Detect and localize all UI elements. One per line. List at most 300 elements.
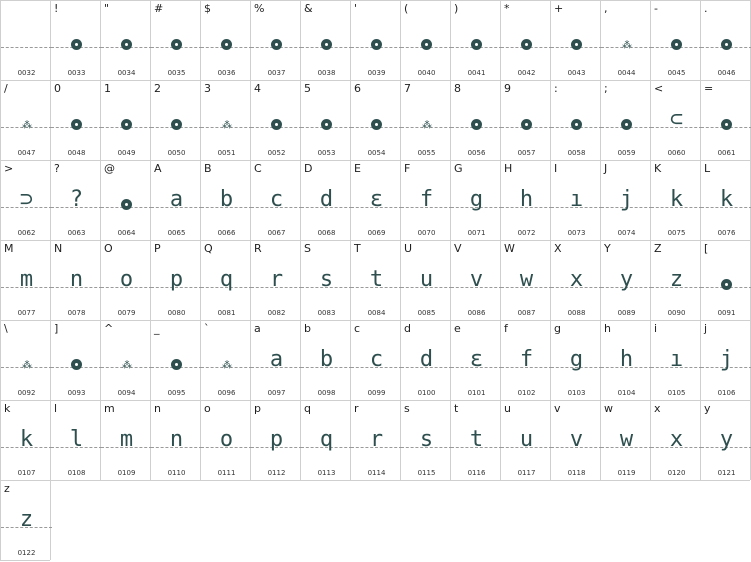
glyph-preview bbox=[251, 185, 302, 215]
glyph-cell-label: u bbox=[504, 402, 511, 415]
glyph-cell-label: n bbox=[154, 402, 161, 415]
glyph-cell bbox=[251, 321, 302, 402]
glyph-preview bbox=[401, 345, 452, 375]
glyph-code: 0041 bbox=[467, 69, 486, 77]
glyph-code: 0115 bbox=[417, 469, 436, 477]
glyph-cell-label: ; bbox=[604, 82, 608, 95]
glyph-preview bbox=[51, 105, 102, 135]
glyph-preview bbox=[451, 105, 502, 135]
glyph-cell-label: m bbox=[104, 402, 115, 415]
missing-glyph-dot-icon bbox=[471, 119, 482, 130]
glyph-character: l bbox=[69, 427, 84, 452]
glyph-preview bbox=[601, 105, 652, 135]
glyph-code: 0058 bbox=[567, 149, 586, 157]
glyph-cell-label: @ bbox=[104, 162, 115, 175]
glyph-cell bbox=[301, 401, 352, 482]
glyph-cell bbox=[301, 161, 352, 242]
glyph-cell-label: j bbox=[704, 322, 708, 335]
glyph-cell bbox=[451, 161, 502, 242]
glyph-preview bbox=[151, 25, 202, 55]
glyph-character: n bbox=[69, 267, 84, 292]
glyph-cell bbox=[201, 81, 252, 162]
glyph-cell bbox=[201, 161, 252, 242]
glyph-cell bbox=[451, 321, 502, 402]
glyph-preview bbox=[551, 25, 602, 55]
glyph-cell bbox=[451, 1, 502, 82]
glyph-code: 0056 bbox=[467, 149, 486, 157]
glyph-preview bbox=[251, 265, 302, 295]
glyph-code: 0068 bbox=[317, 229, 336, 237]
glyph-code: 0102 bbox=[517, 389, 536, 397]
glyph-cell bbox=[701, 1, 751, 82]
glyph-code: 0070 bbox=[417, 229, 436, 237]
glyph-code: 0096 bbox=[217, 389, 236, 397]
missing-glyph-dot-icon bbox=[371, 39, 382, 50]
glyph-cell-label: S bbox=[304, 242, 311, 255]
missing-glyph-dot-icon bbox=[721, 279, 732, 290]
glyph-cell bbox=[1, 401, 52, 482]
glyph-cell-label: w bbox=[604, 402, 613, 415]
glyph-code: 0040 bbox=[417, 69, 436, 77]
glyph-preview bbox=[401, 425, 452, 455]
glyph-code: 0085 bbox=[417, 309, 436, 317]
glyph-preview bbox=[201, 345, 252, 375]
tuft-glyph-icon: ⁂ bbox=[422, 120, 431, 131]
glyph-code: 0109 bbox=[117, 469, 136, 477]
glyph-cell-label: \ bbox=[4, 322, 8, 335]
glyph-preview bbox=[151, 265, 202, 295]
glyph-cell bbox=[1, 161, 52, 242]
glyph-cell bbox=[551, 241, 602, 322]
glyph-code: 0038 bbox=[317, 69, 336, 77]
glyph-code: 0079 bbox=[117, 309, 136, 317]
glyph-cell bbox=[701, 81, 751, 162]
glyph-cell-label: / bbox=[4, 82, 8, 95]
glyph-cell-label: T bbox=[354, 242, 361, 255]
glyph-cell bbox=[701, 321, 751, 402]
glyph-preview bbox=[601, 25, 652, 55]
glyph-character: w bbox=[619, 427, 634, 452]
glyph-preview bbox=[351, 185, 402, 215]
glyph-preview bbox=[501, 425, 552, 455]
glyph-cell bbox=[601, 241, 652, 322]
glyph-character: t bbox=[369, 267, 384, 292]
glyph-code: 0047 bbox=[17, 149, 36, 157]
glyph-cell-label: l bbox=[54, 402, 58, 415]
glyph-character: ? bbox=[69, 187, 84, 212]
glyph-cell-label: e bbox=[454, 322, 461, 335]
glyph-cell-label: z bbox=[4, 482, 10, 495]
glyph-cell bbox=[101, 401, 152, 482]
glyph-cell bbox=[301, 1, 352, 82]
glyph-preview bbox=[101, 345, 152, 375]
glyph-preview bbox=[651, 185, 702, 215]
glyph-cell bbox=[151, 321, 202, 402]
glyph-cell bbox=[551, 161, 602, 242]
glyph-cell-label: s bbox=[404, 402, 410, 415]
glyph-cell-label: 9 bbox=[504, 82, 511, 95]
glyph-cell bbox=[1, 241, 52, 322]
glyph-cell bbox=[1, 481, 52, 562]
missing-glyph-dot-icon bbox=[571, 119, 582, 130]
glyph-preview bbox=[251, 425, 302, 455]
glyph-cell-label: O bbox=[104, 242, 113, 255]
glyph-cell-label: ^ bbox=[104, 322, 114, 335]
tuft-glyph-icon: ⁂ bbox=[222, 360, 231, 371]
glyph-code: 0062 bbox=[17, 229, 36, 237]
glyph-code: 0093 bbox=[67, 389, 86, 397]
missing-glyph-dot-icon bbox=[71, 359, 82, 370]
glyph-preview bbox=[51, 265, 102, 295]
glyph-cell bbox=[51, 81, 102, 162]
glyph-cell bbox=[101, 241, 152, 322]
glyph-character: m bbox=[19, 267, 34, 292]
glyph-code: 0053 bbox=[317, 149, 336, 157]
glyph-code: 0087 bbox=[517, 309, 536, 317]
glyph-cell-label: R bbox=[254, 242, 262, 255]
glyph-cell-label: ? bbox=[54, 162, 60, 175]
glyph-preview bbox=[701, 185, 751, 215]
missing-glyph-dot-icon bbox=[121, 39, 132, 50]
glyph-cell-label: H bbox=[504, 162, 513, 175]
missing-glyph-dot-icon bbox=[171, 119, 182, 130]
missing-glyph-dot-icon bbox=[71, 39, 82, 50]
glyph-code: 0066 bbox=[217, 229, 236, 237]
glyph-cell bbox=[251, 81, 302, 162]
glyph-preview bbox=[51, 345, 102, 375]
glyph-code: 0074 bbox=[617, 229, 636, 237]
glyph-character: w bbox=[519, 267, 534, 292]
glyph-preview bbox=[101, 185, 152, 215]
glyph-cell bbox=[1, 321, 52, 402]
glyph-cell-label: < bbox=[654, 82, 664, 95]
glyph-code: 0110 bbox=[167, 469, 186, 477]
glyph-preview bbox=[551, 345, 602, 375]
glyph-code: 0084 bbox=[367, 309, 386, 317]
glyph-cell-label: 4 bbox=[254, 82, 261, 95]
glyph-cell bbox=[51, 241, 102, 322]
missing-glyph-dot-icon bbox=[321, 39, 332, 50]
glyph-code: 0091 bbox=[717, 309, 736, 317]
missing-glyph-dot-icon bbox=[471, 39, 482, 50]
glyph-code: 0034 bbox=[117, 69, 136, 77]
glyph-preview bbox=[651, 265, 702, 295]
glyph-cell bbox=[601, 81, 652, 162]
glyph-cell bbox=[601, 161, 652, 242]
glyph-cell-label: b bbox=[304, 322, 311, 335]
glyph-code: 0071 bbox=[467, 229, 486, 237]
glyph-character: v bbox=[469, 267, 484, 292]
glyph-cell-label: J bbox=[604, 162, 608, 175]
glyph-cell-label: f bbox=[504, 322, 508, 335]
glyph-preview bbox=[1, 25, 52, 55]
missing-glyph-dot-icon bbox=[521, 119, 532, 130]
glyph-character: ı bbox=[669, 347, 684, 372]
glyph-character: m bbox=[119, 427, 134, 452]
missing-glyph-dot-icon bbox=[71, 119, 82, 130]
glyph-cell bbox=[401, 241, 452, 322]
glyph-cell-label: h bbox=[604, 322, 611, 335]
glyph-cell bbox=[401, 401, 452, 482]
glyph-cell bbox=[551, 81, 602, 162]
glyph-character: ⊂ bbox=[669, 107, 684, 132]
glyph-cell bbox=[251, 401, 302, 482]
glyph-character: d bbox=[319, 187, 334, 212]
glyph-code: 0045 bbox=[667, 69, 686, 77]
glyph-cell-label: > bbox=[4, 162, 14, 175]
tuft-glyph-icon: ⁂ bbox=[22, 120, 31, 131]
glyph-code: 0048 bbox=[67, 149, 86, 157]
glyph-code: 0072 bbox=[517, 229, 536, 237]
glyph-cell bbox=[251, 1, 302, 82]
missing-glyph-dot-icon bbox=[271, 119, 282, 130]
glyph-cell-label: t bbox=[454, 402, 459, 415]
glyph-cell bbox=[51, 321, 102, 402]
glyph-character: ı bbox=[569, 187, 584, 212]
glyph-preview bbox=[551, 425, 602, 455]
glyph-character: s bbox=[419, 427, 434, 452]
glyph-cell bbox=[651, 321, 702, 402]
glyph-cell bbox=[401, 1, 452, 82]
glyph-preview bbox=[401, 185, 452, 215]
glyph-cell-label: A bbox=[154, 162, 162, 175]
glyph-cell bbox=[251, 241, 302, 322]
glyph-character: h bbox=[519, 187, 534, 212]
glyph-code: 0036 bbox=[217, 69, 236, 77]
glyph-cell-label: F bbox=[404, 162, 411, 175]
glyph-cell-label: = bbox=[704, 82, 714, 95]
glyph-cell-label: y bbox=[704, 402, 711, 415]
glyph-cell bbox=[201, 401, 252, 482]
glyph-preview bbox=[701, 25, 751, 55]
glyph-preview bbox=[501, 265, 552, 295]
glyph-cell-label: d bbox=[404, 322, 411, 335]
glyph-preview bbox=[301, 185, 352, 215]
glyph-cell bbox=[101, 1, 152, 82]
glyph-cell-label: U bbox=[404, 242, 413, 255]
glyph-preview bbox=[501, 105, 552, 135]
glyph-cell bbox=[351, 81, 402, 162]
glyph-preview bbox=[351, 265, 402, 295]
glyph-cell bbox=[601, 321, 652, 402]
glyph-code: 0081 bbox=[217, 309, 236, 317]
glyph-cell-label: 7 bbox=[404, 82, 411, 95]
glyph-cell-label: c bbox=[354, 322, 361, 335]
glyph-code: 0122 bbox=[17, 549, 36, 557]
glyph-code: 0103 bbox=[567, 389, 586, 397]
glyph-character: f bbox=[419, 187, 434, 212]
glyph-cell-label: 1 bbox=[104, 82, 111, 95]
glyph-preview bbox=[551, 185, 602, 215]
glyph-cell bbox=[51, 1, 102, 82]
missing-glyph-dot-icon bbox=[721, 119, 732, 130]
glyph-cell bbox=[551, 1, 602, 82]
glyph-cell-label: P bbox=[154, 242, 161, 255]
glyph-cell-label: 3 bbox=[204, 82, 211, 95]
glyph-character: u bbox=[519, 427, 534, 452]
glyph-cell bbox=[1, 1, 52, 82]
glyph-character: z bbox=[19, 507, 34, 532]
glyph-preview bbox=[601, 265, 652, 295]
glyph-cell-label: L bbox=[704, 162, 711, 175]
glyph-character: n bbox=[169, 427, 184, 452]
glyph-code: 0064 bbox=[117, 229, 136, 237]
glyph-cell-label: a bbox=[254, 322, 261, 335]
glyph-code: 0032 bbox=[17, 69, 36, 77]
glyph-character: p bbox=[269, 427, 284, 452]
glyph-preview bbox=[201, 425, 252, 455]
glyph-code: 0121 bbox=[717, 469, 736, 477]
glyph-preview bbox=[701, 345, 751, 375]
glyph-code: 0099 bbox=[367, 389, 386, 397]
glyph-preview bbox=[101, 25, 152, 55]
glyph-code: 0106 bbox=[717, 389, 736, 397]
glyph-preview bbox=[601, 345, 652, 375]
glyph-preview bbox=[351, 25, 402, 55]
glyph-cell bbox=[51, 401, 102, 482]
glyph-cell-label: k bbox=[4, 402, 11, 415]
glyph-cell-label: W bbox=[504, 242, 515, 255]
missing-glyph-dot-icon bbox=[171, 39, 182, 50]
glyph-cell-label: o bbox=[204, 402, 211, 415]
glyph-code: 0116 bbox=[467, 469, 486, 477]
glyph-cell bbox=[151, 241, 202, 322]
glyph-cell bbox=[651, 1, 702, 82]
glyph-cell-label: B bbox=[204, 162, 212, 175]
glyph-cell bbox=[301, 81, 352, 162]
glyph-code: 0059 bbox=[617, 149, 636, 157]
glyph-cell-label: 2 bbox=[154, 82, 161, 95]
glyph-code: 0104 bbox=[617, 389, 636, 397]
glyph-character: d bbox=[419, 347, 434, 372]
glyph-cell-label: + bbox=[554, 2, 564, 15]
glyph-cell bbox=[401, 161, 452, 242]
glyph-cell bbox=[101, 321, 152, 402]
glyph-preview bbox=[1, 185, 52, 215]
glyph-cell bbox=[501, 241, 552, 322]
glyph-cell bbox=[651, 401, 702, 482]
glyph-cell bbox=[501, 81, 552, 162]
missing-glyph-dot-icon bbox=[121, 199, 132, 210]
glyph-cell-label: 0 bbox=[54, 82, 61, 95]
glyph-code: 0063 bbox=[67, 229, 86, 237]
tuft-glyph-icon: ⁂ bbox=[22, 360, 31, 371]
glyph-preview bbox=[1, 425, 52, 455]
glyph-character: a bbox=[269, 347, 284, 372]
glyph-character: q bbox=[319, 427, 334, 452]
glyph-cell-label: ! bbox=[54, 2, 59, 15]
glyph-code: 0080 bbox=[167, 309, 186, 317]
glyph-preview bbox=[1, 345, 52, 375]
glyph-cell-label: Z bbox=[654, 242, 662, 255]
missing-glyph-dot-icon bbox=[371, 119, 382, 130]
glyph-code: 0049 bbox=[117, 149, 136, 157]
glyph-cell bbox=[351, 1, 402, 82]
glyph-preview bbox=[301, 345, 352, 375]
glyph-character: t bbox=[469, 427, 484, 452]
glyph-code: 0039 bbox=[367, 69, 386, 77]
missing-glyph-dot-icon bbox=[171, 359, 182, 370]
glyph-cell-label: i bbox=[654, 322, 658, 335]
glyph-preview bbox=[201, 105, 252, 135]
glyph-preview bbox=[101, 425, 152, 455]
glyph-character: z bbox=[669, 267, 684, 292]
glyph-code: 0033 bbox=[67, 69, 86, 77]
glyph-preview bbox=[501, 25, 552, 55]
glyph-cell-label: M bbox=[4, 242, 14, 255]
glyph-cell-label: Q bbox=[204, 242, 213, 255]
glyph-code: 0089 bbox=[617, 309, 636, 317]
glyph-cell-label: ( bbox=[404, 2, 409, 15]
glyph-code: 0114 bbox=[367, 469, 386, 477]
glyph-cell bbox=[501, 1, 552, 82]
glyph-cell-label: _ bbox=[154, 322, 160, 335]
glyph-cell-label: , bbox=[604, 2, 608, 15]
glyph-code: 0037 bbox=[267, 69, 286, 77]
glyph-preview bbox=[701, 265, 751, 295]
glyph-code: 0092 bbox=[17, 389, 36, 397]
glyph-preview bbox=[151, 425, 202, 455]
glyph-cell bbox=[251, 161, 302, 242]
glyph-cell bbox=[201, 241, 252, 322]
glyph-preview bbox=[51, 25, 102, 55]
glyph-preview bbox=[651, 425, 702, 455]
glyph-preview bbox=[151, 185, 202, 215]
glyph-preview bbox=[301, 265, 352, 295]
glyph-cell bbox=[351, 161, 402, 242]
glyph-cell-label: x bbox=[654, 402, 661, 415]
glyph-cell bbox=[501, 401, 552, 482]
glyph-preview bbox=[601, 185, 652, 215]
missing-glyph-dot-icon bbox=[321, 119, 332, 130]
glyph-preview bbox=[351, 425, 402, 455]
glyph-preview bbox=[451, 345, 502, 375]
glyph-character: s bbox=[319, 267, 334, 292]
glyph-character: b bbox=[219, 187, 234, 212]
glyph-cell bbox=[301, 321, 352, 402]
glyph-character: r bbox=[369, 427, 384, 452]
glyph-cell bbox=[701, 401, 751, 482]
glyph-cell bbox=[401, 81, 452, 162]
glyph-cell-label: ' bbox=[354, 2, 358, 15]
glyph-preview bbox=[351, 105, 402, 135]
glyph-code: 0095 bbox=[167, 389, 186, 397]
glyph-preview bbox=[1, 505, 52, 535]
glyph-preview bbox=[51, 185, 102, 215]
glyph-code: 0086 bbox=[467, 309, 486, 317]
glyph-cell-label: p bbox=[254, 402, 261, 415]
glyph-code: 0083 bbox=[317, 309, 336, 317]
glyph-code: 0088 bbox=[567, 309, 586, 317]
glyph-code: 0078 bbox=[67, 309, 86, 317]
glyph-cell-label: * bbox=[504, 2, 510, 15]
glyph-preview bbox=[151, 105, 202, 135]
glyph-character: j bbox=[619, 187, 634, 212]
glyph-cell-label: - bbox=[654, 2, 658, 15]
glyph-code: 0055 bbox=[417, 149, 436, 157]
glyph-preview bbox=[501, 345, 552, 375]
glyph-code: 0057 bbox=[517, 149, 536, 157]
glyph-cell-label: v bbox=[554, 402, 561, 415]
glyph-cell-label: 6 bbox=[354, 82, 361, 95]
glyph-cell-label: 8 bbox=[454, 82, 461, 95]
glyph-character: x bbox=[569, 267, 584, 292]
glyph-character: k bbox=[669, 187, 684, 212]
tuft-glyph-icon: ⁂ bbox=[122, 360, 131, 371]
glyph-cell-label: 5 bbox=[304, 82, 311, 95]
glyph-preview bbox=[151, 345, 202, 375]
glyph-code: 0118 bbox=[567, 469, 586, 477]
